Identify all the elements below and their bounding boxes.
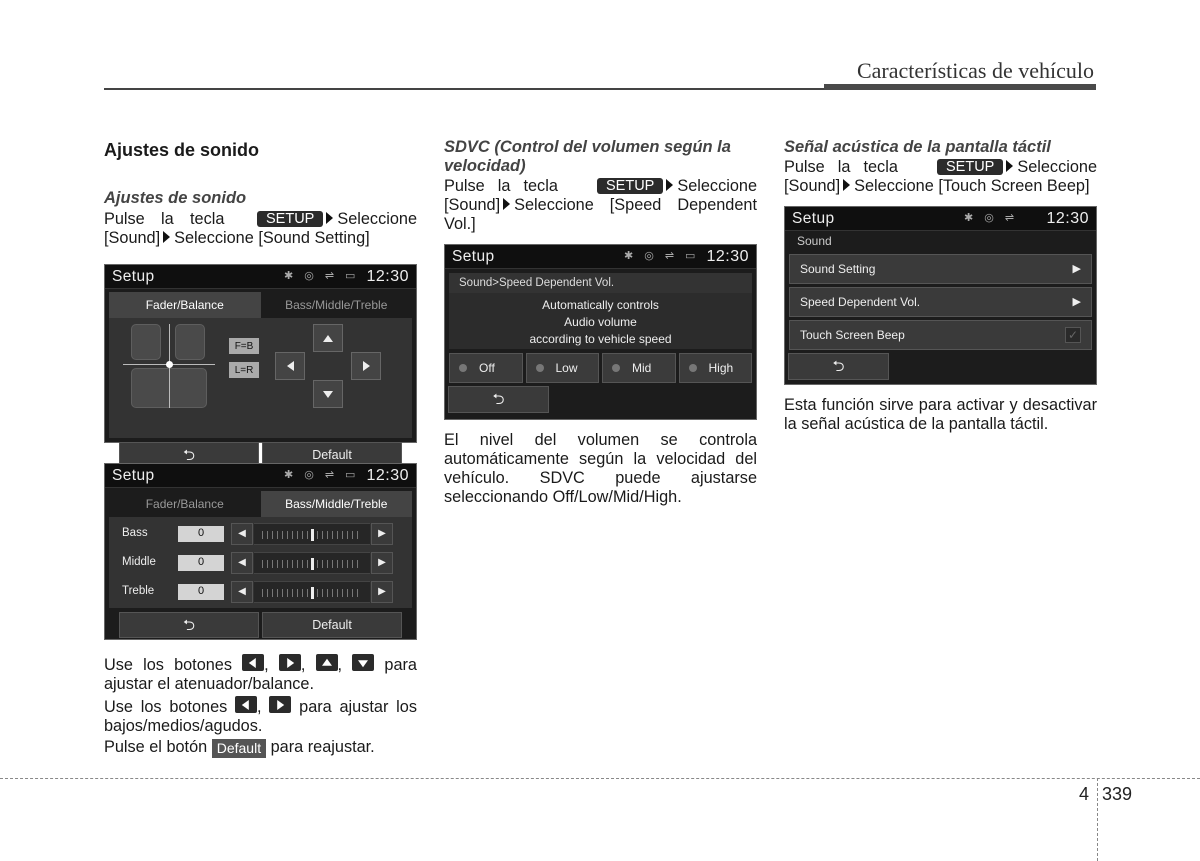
seat-front-right bbox=[175, 324, 205, 360]
beep-description: Esta función sirve para activar y desactivar la señal acústica de la pantalla táctil. bbox=[784, 396, 1097, 433]
down-button-icon bbox=[352, 654, 374, 671]
arrow-right-icon bbox=[363, 361, 370, 371]
option-label: Low bbox=[555, 360, 578, 375]
default-key: Default bbox=[212, 739, 266, 758]
note-default-button bbox=[104, 738, 417, 758]
instr-pre: Pulse la tecla bbox=[784, 158, 898, 176]
footer-rule bbox=[0, 778, 1200, 779]
treble-value: 0 bbox=[178, 584, 224, 600]
treble-slider[interactable] bbox=[254, 581, 370, 603]
disc-icon: ◎ bbox=[984, 212, 994, 224]
right-button-icon bbox=[279, 654, 301, 671]
note2-post: para ajustar los bajos/medios/agudos. bbox=[104, 698, 417, 735]
column-1 bbox=[104, 138, 417, 758]
arrow-icon bbox=[1006, 160, 1013, 172]
menu-item-label: Touch Screen Beep bbox=[800, 327, 905, 342]
middle-slider-knob[interactable] bbox=[311, 558, 314, 570]
subheading: Señal acústica de la pantalla táctil bbox=[784, 138, 1051, 156]
note1-pre: Use los botones bbox=[104, 656, 233, 674]
treble-label: Treble bbox=[122, 585, 155, 597]
tab-fader-balance[interactable]: Fader/Balance bbox=[109, 292, 261, 318]
sdvc-option-low[interactable] bbox=[526, 353, 600, 383]
bass-slider-knob[interactable] bbox=[311, 529, 314, 541]
clock: 12:30 bbox=[1046, 210, 1089, 227]
subheading: SDVC (Control del volumen según la velocidad) bbox=[444, 138, 731, 175]
treble-decrease-button[interactable]: ◀ bbox=[231, 581, 253, 603]
middle-label: Middle bbox=[122, 556, 156, 568]
balance-right-button[interactable] bbox=[351, 352, 381, 380]
bass-value: 0 bbox=[178, 526, 224, 542]
option-label: Off bbox=[479, 360, 495, 375]
treble-slider-knob[interactable] bbox=[311, 587, 314, 599]
menu-item-sound-setting[interactable] bbox=[789, 254, 1092, 284]
menu-item-touch-screen-beep[interactable] bbox=[789, 320, 1092, 350]
bmt-panel bbox=[109, 517, 412, 608]
middle-slider[interactable] bbox=[254, 552, 370, 574]
right-button-icon bbox=[269, 696, 291, 713]
breadcrumb: Sound>Speed Dependent Vol. bbox=[449, 273, 752, 293]
screen-status-bar bbox=[785, 207, 1096, 231]
bass-row bbox=[109, 519, 412, 548]
arrow-icon bbox=[163, 231, 170, 243]
instr-post: Seleccione [Sound Setting] bbox=[174, 229, 370, 247]
setup-key: SETUP bbox=[597, 178, 663, 194]
bass-slider[interactable] bbox=[254, 523, 370, 545]
usb-icon: ⇌ bbox=[324, 469, 335, 481]
screen-status-bar bbox=[445, 245, 756, 269]
screen-status-bar bbox=[105, 265, 416, 289]
instr-pre: Pulse la tecla bbox=[444, 177, 558, 195]
back-icon: ⮌ bbox=[182, 616, 195, 634]
middle-decrease-button[interactable]: ◀ bbox=[231, 552, 253, 574]
column-2 bbox=[444, 138, 757, 507]
treble-increase-button[interactable]: ▶ bbox=[371, 581, 393, 603]
screen-title: Setup bbox=[112, 268, 155, 285]
instruction bbox=[444, 177, 757, 234]
screen-title: Setup bbox=[452, 248, 495, 265]
balance-value-tag: L=R bbox=[229, 362, 259, 378]
bluetooth-icon: ✱ bbox=[964, 212, 974, 224]
screen-status-bar bbox=[105, 464, 416, 488]
page-header-title: Características de vehículo bbox=[856, 58, 1094, 83]
seat-front-left bbox=[131, 324, 161, 360]
radio-icon bbox=[689, 364, 697, 372]
screen-speed-dependent-vol bbox=[444, 244, 757, 420]
battery-icon: ▭ bbox=[345, 270, 356, 282]
battery-icon: ▭ bbox=[345, 469, 356, 481]
bass-decrease-button[interactable]: ◀ bbox=[231, 523, 253, 545]
disc-icon: ◎ bbox=[304, 270, 314, 282]
sdvc-option-mid[interactable] bbox=[602, 353, 676, 383]
fader-down-button[interactable] bbox=[313, 380, 343, 408]
fader-value-tag: F=B bbox=[229, 338, 259, 354]
fader-balance-panel bbox=[109, 318, 412, 438]
left-button-icon bbox=[242, 654, 264, 671]
usb-icon: ⇌ bbox=[1004, 212, 1015, 224]
back-button[interactable] bbox=[119, 612, 259, 638]
menu-item-label: Sound Setting bbox=[800, 261, 876, 276]
instr-mid: Seleccione [Sound] bbox=[104, 210, 417, 247]
header-rule-accent bbox=[824, 84, 1096, 90]
chapter-number: 4 bbox=[1079, 784, 1090, 804]
clock: 12:30 bbox=[366, 467, 409, 484]
back-icon: ⮌ bbox=[492, 391, 505, 408]
screen-sound-menu bbox=[784, 206, 1097, 385]
note-bmt-buttons: Use los botones , para ajustar los bajos/medios/agudos. bbox=[104, 698, 417, 735]
up-button-icon bbox=[316, 654, 338, 671]
instruction bbox=[104, 210, 417, 248]
sdvc-option-off[interactable] bbox=[449, 353, 523, 383]
balance-left-button[interactable] bbox=[275, 352, 305, 380]
setup-key: SETUP bbox=[257, 211, 323, 227]
screen-title: Setup bbox=[112, 467, 155, 484]
bluetooth-icon: ✱ bbox=[624, 250, 634, 262]
screen-fader-balance bbox=[104, 264, 417, 464]
middle-value: 0 bbox=[178, 555, 224, 571]
instr-pre: Pulse la tecla bbox=[104, 210, 225, 228]
fader-up-button[interactable] bbox=[313, 324, 343, 352]
sdvc-description: El nivel del volumen se controla automáticamente según la velocidad del vehículo. SDVC puede ajustarse seleccionando Off/Low/Mid/High. bbox=[444, 431, 757, 506]
bluetooth-icon: ✱ bbox=[284, 270, 294, 282]
default-button[interactable]: Default bbox=[262, 612, 402, 638]
middle-increase-button[interactable]: ▶ bbox=[371, 552, 393, 574]
back-button[interactable] bbox=[448, 386, 549, 413]
menu-item-speed-dependent-vol[interactable] bbox=[789, 287, 1092, 317]
menu-item-label: Speed Dependent Vol. bbox=[800, 294, 921, 309]
section-heading: Ajustes de sonido bbox=[104, 140, 260, 160]
note1-post: para ajustar el atenuador/balance. bbox=[104, 656, 417, 693]
arrow-up-icon bbox=[323, 335, 333, 342]
arrow-icon bbox=[843, 179, 850, 191]
option-label: High bbox=[708, 360, 734, 375]
setup-key: SETUP bbox=[937, 159, 1003, 175]
tab-bass-middle-treble[interactable]: Bass/Middle/Treble bbox=[261, 292, 413, 318]
arrow-icon bbox=[666, 179, 673, 191]
instruction bbox=[784, 158, 1097, 196]
default-button[interactable]: Default bbox=[262, 442, 402, 468]
back-icon: ⮌ bbox=[832, 358, 845, 375]
bluetooth-icon: ✱ bbox=[284, 469, 294, 481]
instr-post: Seleccione [Speed Dependent Vol.] bbox=[444, 196, 757, 233]
subheading: Ajustes de sonido bbox=[104, 189, 247, 207]
screen-title: Setup bbox=[792, 210, 835, 227]
radio-icon bbox=[459, 364, 467, 372]
instr-mid: Seleccione [Sound] bbox=[444, 177, 757, 214]
note3-post: para reajustar. bbox=[270, 738, 375, 756]
chevron-right-icon: ▶ bbox=[1072, 262, 1081, 275]
footer-divider bbox=[1097, 778, 1098, 861]
arrow-icon bbox=[326, 212, 333, 224]
middle-row bbox=[109, 548, 412, 577]
radio-icon bbox=[536, 364, 544, 372]
sdvc-message bbox=[449, 293, 752, 349]
sdvc-msg-line1: Automatically controls bbox=[542, 298, 659, 312]
usb-icon: ⇌ bbox=[664, 250, 675, 262]
sdvc-msg-line2: Audio volume bbox=[564, 315, 637, 329]
clock: 12:30 bbox=[366, 268, 409, 285]
bass-increase-button[interactable]: ▶ bbox=[371, 523, 393, 545]
note-fader-buttons: Use los botones , , , para ajustar el atenuador/balance. bbox=[104, 656, 417, 693]
sdvc-options bbox=[449, 353, 752, 383]
page-number: 339 bbox=[1102, 784, 1133, 804]
balance-point[interactable] bbox=[166, 361, 173, 368]
tab-bass-middle-treble[interactable]: Bass/Middle/Treble bbox=[261, 491, 413, 517]
instr-post: Seleccione [Touch Screen Beep] bbox=[854, 177, 1090, 195]
arrow-icon bbox=[503, 198, 510, 210]
option-label: Mid bbox=[632, 360, 652, 375]
chevron-right-icon: ▶ bbox=[1072, 295, 1081, 308]
bass-label: Bass bbox=[122, 527, 148, 539]
back-button[interactable] bbox=[788, 353, 889, 380]
disc-icon: ◎ bbox=[304, 469, 314, 481]
sdvc-option-high[interactable] bbox=[679, 353, 753, 383]
back-icon: ⮌ bbox=[182, 446, 195, 464]
note3-pre: Pulse el botón bbox=[104, 738, 208, 756]
column-3 bbox=[784, 138, 1097, 434]
arrow-down-icon bbox=[323, 391, 333, 398]
sdvc-msg-line3: according to vehicle speed bbox=[529, 332, 672, 346]
left-button-icon bbox=[235, 696, 257, 713]
note2-pre: Use los botones bbox=[104, 698, 228, 716]
radio-icon bbox=[612, 364, 620, 372]
section-label: Sound bbox=[797, 233, 832, 248]
checkbox-icon[interactable]: ✓ bbox=[1065, 327, 1081, 343]
instr-mid: Seleccione [Sound] bbox=[784, 158, 1097, 195]
arrow-left-icon bbox=[287, 361, 294, 371]
usb-icon: ⇌ bbox=[324, 270, 335, 282]
treble-row bbox=[109, 577, 412, 606]
tab-fader-balance[interactable]: Fader/Balance bbox=[109, 491, 261, 517]
battery-icon: ▭ bbox=[685, 250, 696, 262]
clock: 12:30 bbox=[706, 248, 749, 265]
screen-bass-middle-treble bbox=[104, 463, 417, 640]
disc-icon: ◎ bbox=[644, 250, 654, 262]
